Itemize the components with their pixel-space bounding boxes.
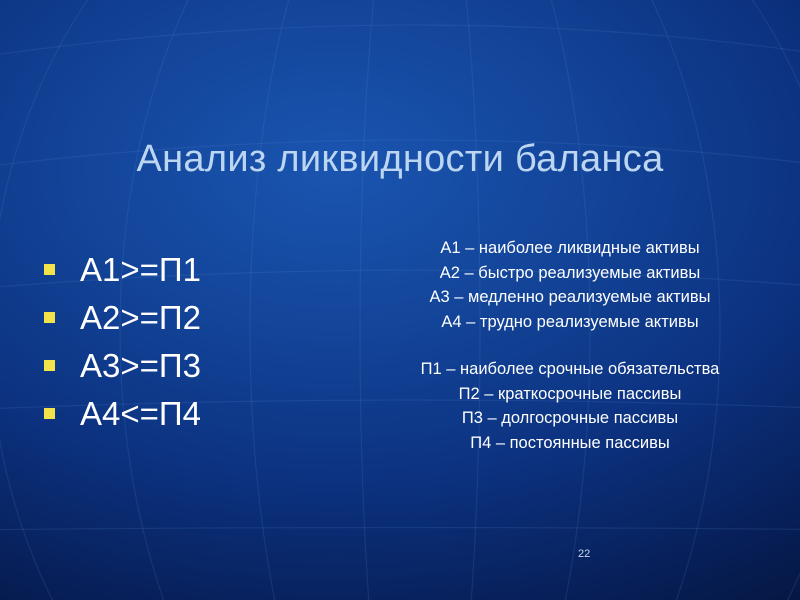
- page-number: 22: [578, 548, 591, 560]
- slide-title: Анализ ликвидности баланса: [136, 138, 664, 180]
- condition-text: А3>=П3: [80, 347, 201, 384]
- condition-item: [44, 246, 201, 294]
- square-bullet-icon: [44, 360, 55, 371]
- square-bullet-icon: [44, 312, 55, 323]
- condition-text: А1>=П1: [80, 251, 201, 288]
- assets-legend-line: А1 – наиболее ликвидные активы: [440, 239, 700, 257]
- condition-text: А2>=П2: [80, 299, 201, 336]
- square-bullet-icon: [44, 264, 55, 275]
- condition-item: [44, 390, 201, 438]
- liabilities-legend-line: П4 – постоянные пассивы: [470, 433, 670, 452]
- condition-item: [44, 294, 201, 342]
- liabilities-legend-line: П3 – долгосрочные пассивы: [461, 409, 679, 427]
- liabilities-legend-line: П2 – краткосрочные пассивы: [458, 384, 682, 403]
- assets-legend-line: А4 – трудно реализуемые активы: [441, 312, 699, 331]
- assets-legend-line: А2 – быстро реализуемые активы: [439, 263, 701, 282]
- condition-item: [44, 342, 201, 390]
- conditions-list: [44, 246, 201, 438]
- condition-text: А4<=П4: [80, 395, 201, 432]
- assets-legend: [380, 236, 760, 334]
- liabilities-legend: [380, 357, 760, 455]
- liabilities-legend-line: П1 – наиболее срочные обязательства: [420, 360, 720, 378]
- square-bullet-icon: [44, 408, 55, 419]
- assets-legend-line: А3 – медленно реализуемые активы: [429, 288, 711, 306]
